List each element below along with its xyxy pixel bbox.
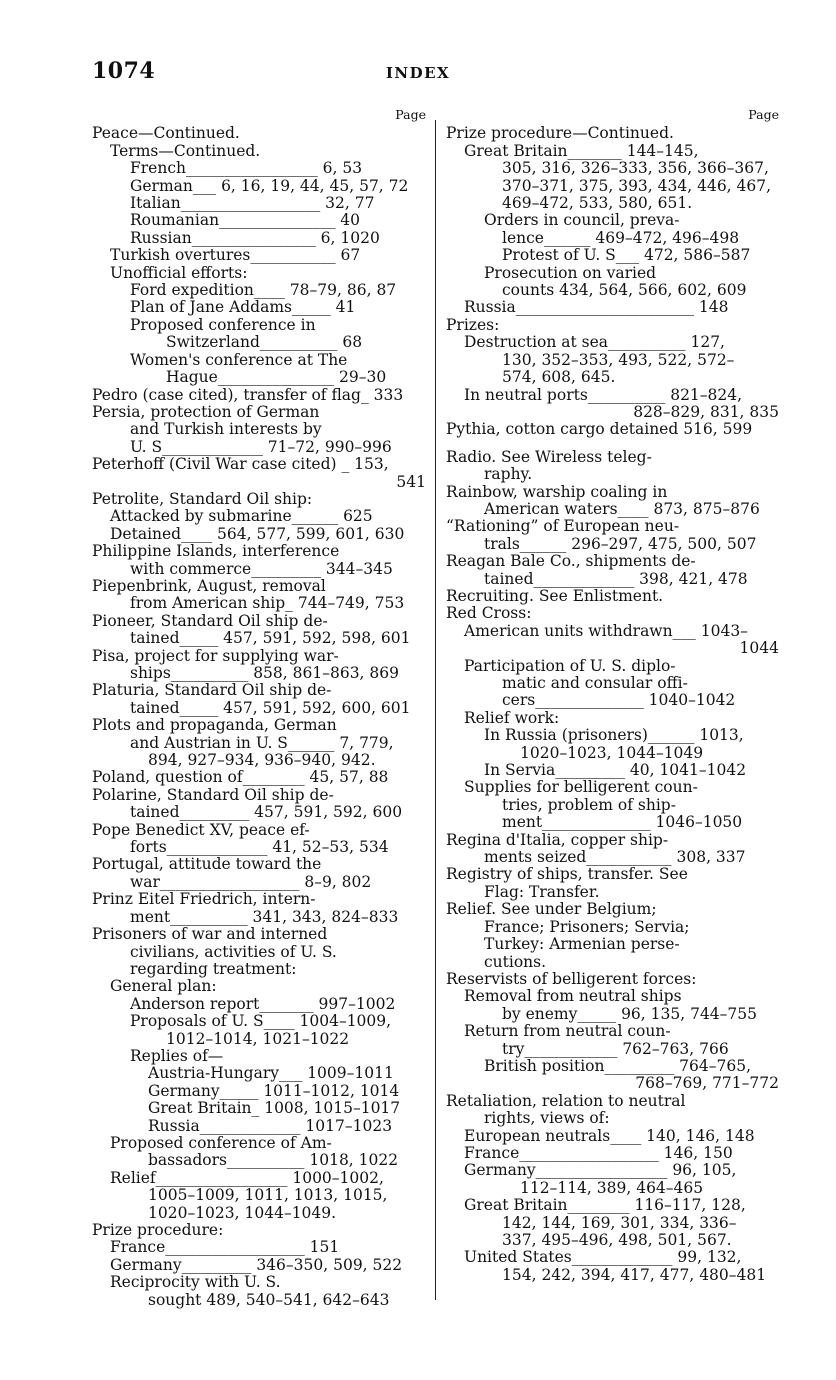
index-entry-line: Protest of U. S___ 472, 586–587: [502, 247, 751, 265]
index-entry-line: Ford expedition____ 78–79, 86, 87: [130, 282, 397, 300]
index-entry-line: Germany_________________ 96, 105,: [464, 1162, 737, 1180]
index-entry-line: forts_____________ 41, 52–53, 534: [130, 839, 389, 857]
index-entry-line: Petrolite, Standard Oil ship:: [92, 490, 313, 508]
index-entry-line: raphy.: [484, 466, 533, 484]
index-entry-line: Persia, protection of German: [92, 403, 320, 421]
page-column-label: Page: [395, 107, 426, 122]
index-entry-line: Relief work:: [464, 709, 560, 727]
index-entry-line: ships__________ 858, 861–863, 869: [130, 665, 399, 682]
index-entry-line: Hague_______________ 29–30: [166, 369, 387, 387]
index-entry-line: European neutrals____ 140, 146, 148: [464, 1127, 755, 1145]
index-entry-line: U. S_____________ 71–72, 990–996: [130, 438, 392, 456]
index-entry-line: Women's conference at The: [130, 351, 348, 369]
page-number: 1074: [92, 58, 156, 84]
index-entry-line: Radio. See Wireless teleg-: [446, 448, 652, 466]
entry-gap: [446, 439, 779, 449]
index-entry-line: Pedro (case cited), transfer of flag_ 333: [92, 386, 404, 404]
index-entry-line: 305, 316, 326–333, 356, 366–367,: [502, 160, 769, 178]
index-entry-line: matic and consular offi-: [502, 675, 688, 692]
index-entry-line: Relief_________________ 1000–1002,: [110, 1169, 384, 1187]
index-entry-line: Roumanian_______________ 40: [130, 212, 360, 230]
index-entry-line: Reciprocity with U. S.: [110, 1274, 281, 1292]
running-title: INDEX: [385, 64, 451, 82]
index-entry-line: ment__________ 341, 343, 824–833: [130, 908, 399, 926]
index-entry-line: tries, problem of ship-: [502, 796, 676, 814]
index-entry-line: American waters____ 873, 875–876: [484, 500, 760, 518]
index-entry-line: French_________________ 6, 53: [130, 160, 363, 178]
index-entry-line: 142, 144, 169, 301, 334, 336–: [502, 1214, 737, 1232]
index-entry-line: and Austrian in U. S______ 7, 779,: [130, 734, 394, 752]
index-entry-line: try____________ 762–763, 766: [502, 1040, 729, 1058]
index-entry-line: by enemy_____ 96, 135, 744–755: [502, 1005, 758, 1023]
index-entry-line: Russia_______________________ 148: [464, 299, 729, 317]
index-entry-line: Great Britain_ 1008, 1015–1017: [148, 1100, 401, 1118]
index-entry-line: from American ship_ 744–749, 753: [130, 595, 405, 613]
index-entry-line: Registry of ships, transfer. See: [446, 866, 688, 884]
index-entry-line: Prosecution on varied: [484, 264, 657, 282]
index-entry-line: Prisoners of war and interned: [92, 926, 328, 944]
index-entry-line: Regina d'Italia, copper ship-: [446, 831, 669, 849]
index-entry-line: Destruction at sea__________ 127,: [464, 334, 725, 352]
index-entry-line: Portugal, attitude toward the: [92, 856, 322, 874]
index-entry-line: Flag: Transfer.: [484, 883, 600, 901]
index-entry-line: 1005–1009, 1011, 1013, 1015,: [148, 1187, 388, 1205]
index-entry-line: tained_________ 457, 591, 592, 600: [130, 804, 403, 822]
index-entry-line: with commerce_________ 344–345: [130, 560, 393, 578]
index-entry-line: Prize procedure:: [92, 1222, 224, 1239]
index-entry-line: Proposed conference in: [130, 316, 316, 334]
index-entry-line: France; Prisoners; Servia;: [484, 918, 690, 936]
index-entry-line: Red Cross:: [446, 605, 532, 623]
index-entry-line: bassadors__________ 1018, 1022: [148, 1152, 399, 1170]
index-entry-line: Orders in council, preva-: [484, 212, 680, 230]
page-column-label: Page: [748, 107, 779, 122]
index-entry-line: Reservists of belligerent forces:: [446, 970, 697, 988]
index-entry-line: In neutral ports__________ 821–824,: [464, 386, 743, 404]
index-entry-line: 1044: [739, 640, 779, 658]
index-entry-line: ments seized___________ 308, 337: [484, 849, 746, 867]
index-entry-line: Supplies for belligerent coun-: [464, 779, 698, 797]
index-entry-line: 337, 495–496, 498, 501, 567.: [502, 1232, 732, 1249]
index-entry-line: “Rationing” of European neu-: [446, 518, 680, 536]
index-entry-line: Germany_____ 1011–1012, 1014: [148, 1082, 400, 1100]
index-entry-line: 574, 608, 645.: [502, 369, 616, 387]
index-entry-line: tained_____ 457, 591, 592, 600, 601: [130, 699, 411, 717]
index-entry-line: 1012–1014, 1021–1022: [166, 1030, 350, 1048]
index-entry-line: Return from neutral coun-: [464, 1023, 671, 1041]
index-entry-line: Switzerland__________ 68: [166, 334, 363, 352]
index-entry-line: American units withdrawn___ 1043–: [464, 622, 748, 640]
index-entry-line: 828–829, 831, 835: [633, 403, 779, 421]
index-entry-line: ment______________ 1046–1050: [502, 814, 743, 832]
index-entry-line: war__________________ 8–9, 802: [130, 873, 372, 891]
index-entry-line: sought 489, 540–541, 642–643: [148, 1291, 390, 1309]
index-entry-line: Polarine, Standard Oil ship de-: [92, 786, 334, 804]
left-column-entries: [92, 125, 426, 1309]
index-entry-line: Prinz Eitel Friedrich, intern-: [92, 891, 316, 909]
index-entry-line: Turkey: Armenian perse-: [484, 936, 680, 954]
index-entry-line: 541: [396, 473, 426, 491]
index-entry-line: Unofficial efforts:: [110, 264, 248, 282]
index-entry-line: Peace—Continued.: [92, 125, 240, 143]
index-entry-line: Pioneer, Standard Oil ship de-: [92, 612, 328, 630]
index-entry-line: Pope Benedict XV, peace ef-: [92, 821, 310, 839]
index-entry-line: Proposed conference of Am-: [110, 1134, 332, 1152]
index-entry-line: France__________________ 146, 150: [464, 1144, 733, 1162]
index-entry-line: France__________________ 151: [110, 1239, 340, 1257]
index-entry-line: Replies of—: [130, 1047, 224, 1065]
index-entry-line: 469–472, 533, 580, 651.: [502, 195, 693, 213]
index-entry-line: Prizes:: [446, 316, 500, 334]
index-entry-line: Prize procedure—Continued.: [446, 125, 674, 143]
index-entry-line: Great Britain________ 116–117, 128,: [464, 1197, 746, 1215]
index-entry-line: rights, views of:: [484, 1110, 610, 1128]
index-entry-line: Relief. See under Belgium;: [446, 901, 657, 919]
index-entry-line: cutions.: [484, 953, 547, 971]
index-entry-line: Great Britain_______ 144–145,: [464, 142, 699, 160]
index-entry-line: Attacked by submarine______ 625: [110, 508, 373, 526]
index-entry-line: In Servia_________ 40, 1041–1042: [484, 762, 747, 780]
index-entry-line: British position_________ 764–765,: [484, 1057, 751, 1075]
index-entry-line: Austria-Hungary___ 1009–1011: [148, 1065, 394, 1083]
index-entry-line: Pisa, project for supplying war-: [92, 647, 339, 665]
index-entry-line: Germany_________ 346–350, 509, 522: [110, 1256, 403, 1274]
left-column: [92, 106, 426, 1309]
index-entry-line: and Turkish interests by: [130, 421, 322, 439]
index-entry-line: Rainbow, warship coaling in: [446, 483, 668, 501]
index-entry-line: Turkish overtures___________ 67: [110, 247, 361, 265]
index-entry-line: 894, 927–934, 936–940, 942.: [148, 752, 376, 770]
index-entry-line: 1020–1023, 1044–1049: [520, 744, 704, 762]
index-entry-line: Plots and propaganda, German: [92, 717, 337, 735]
index-entry-line: Detained____ 564, 577, 599, 601, 630: [110, 525, 405, 543]
index-entry-line: 112–114, 389, 464–465: [520, 1179, 704, 1197]
index-entry-line: Russian________________ 6, 1020: [130, 229, 380, 247]
index-entry-line: 370–371, 375, 393, 434, 446, 467,: [502, 177, 772, 195]
index-entry-line: Recruiting. See Enlistment.: [446, 587, 664, 605]
index-entry-line: In Russia (prisoners)______ 1013,: [484, 727, 744, 745]
index-entry-line: Platuria, Standard Oil ship de-: [92, 682, 332, 700]
index-entry-line: regarding treatment:: [130, 960, 297, 978]
index-entry-line: Terms—Continued.: [110, 142, 261, 160]
index-entry-line: tained_____ 457, 591, 592, 598, 601: [130, 630, 411, 648]
index-entry-line: 1020–1023, 1044–1049.: [148, 1204, 337, 1222]
index-entry-line: Plan of Jane Addams_____ 41: [130, 299, 356, 317]
index-entry-line: Retaliation, relation to neutral: [446, 1092, 686, 1110]
column-divider: [435, 120, 436, 1300]
index-entry-line: Anderson report_______ 997–1002: [130, 995, 396, 1013]
index-entry-line: Poland, question of________ 45, 57, 88: [92, 769, 389, 787]
right-column: [446, 106, 779, 1284]
index-entry-line: counts 434, 564, 566, 602, 609: [502, 282, 747, 300]
index-entry-line: Pythia, cotton cargo detained 516, 599: [446, 421, 753, 439]
index-entry-line: 768–769, 771–772: [635, 1075, 779, 1093]
index-entry-line: cers______________ 1040–1042: [502, 692, 736, 710]
index-entry-line: General plan:: [110, 978, 217, 996]
index-entry-line: Piepenbrink, August, removal: [92, 577, 326, 595]
index-entry-line: Philippine Islands, interference: [92, 543, 340, 561]
index-entry-line: Participation of U. S. diplo-: [464, 657, 676, 675]
index-entry-line: German___ 6, 16, 19, 44, 45, 57, 72: [130, 177, 409, 195]
index-entry-line: tained_____________ 398, 421, 478: [484, 570, 748, 588]
index-entry-line: lence______ 469–472, 496–498: [502, 229, 740, 247]
index-entry-line: 154, 242, 394, 417, 477, 480–481: [502, 1266, 767, 1284]
index-entry-line: civilians, activities of U. S.: [130, 943, 337, 961]
index-entry-line: trals______ 296–297, 475, 500, 507: [484, 535, 757, 553]
index-entry-line: United States_____________ 99, 132,: [464, 1249, 742, 1267]
index-entry-line: Russia_____________ 1017–1023: [148, 1117, 393, 1135]
index-entry-line: Italian__________________ 32, 77: [130, 195, 375, 213]
index-entry-line: Removal from neutral ships: [464, 988, 682, 1006]
index-entry-line: 130, 352–353, 493, 522, 572–: [502, 351, 735, 369]
index-entry-line: Peterhoff (Civil War case cited) _ 153,: [92, 456, 389, 474]
index-entry-line: Reagan Bale Co., shipments de-: [446, 553, 696, 571]
index-entry-line: Proposals of U. S____ 1004–1009,: [130, 1013, 392, 1031]
right-column-entries: [446, 125, 779, 1284]
